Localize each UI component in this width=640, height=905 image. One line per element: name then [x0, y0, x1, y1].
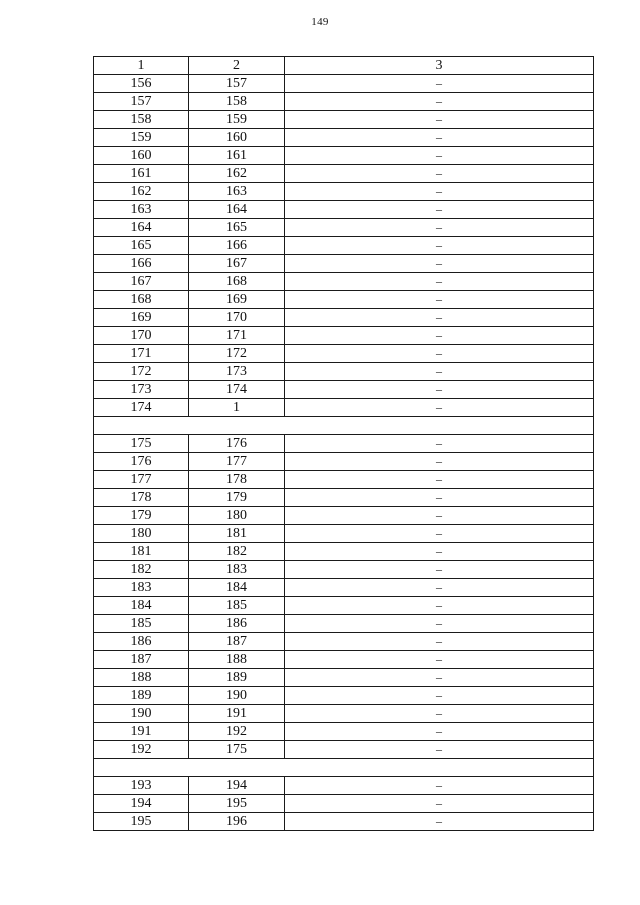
table-cell-col-2: 185: [189, 597, 285, 615]
table-cell-col-1: 160: [94, 147, 189, 165]
table-row: [94, 705, 594, 723]
table-cell-col-2: 174: [189, 381, 285, 399]
group-separator-row: [94, 759, 594, 777]
table-cell-col-1: 185: [94, 615, 189, 633]
table-row: [94, 291, 594, 309]
table-row: [94, 777, 594, 795]
group-separator-cell: [94, 759, 594, 777]
table-cell-col-2: 175: [189, 741, 285, 759]
table-cell-col-2: 179: [189, 489, 285, 507]
table-row: [94, 147, 594, 165]
table-cell-col-1: 164: [94, 219, 189, 237]
table-cell-col-2: 186: [189, 615, 285, 633]
table-cell-col-3: –: [285, 165, 594, 183]
table-cell-col-2: 158: [189, 93, 285, 111]
column-header-2: 2: [189, 57, 285, 75]
table-row: [94, 111, 594, 129]
table-row: [94, 525, 594, 543]
table-cell-col-3: –: [285, 201, 594, 219]
table-row: [94, 183, 594, 201]
table-cell-col-3: –: [285, 435, 594, 453]
table-cell-col-3: –: [285, 309, 594, 327]
table-row: [94, 201, 594, 219]
table-cell-col-1: 177: [94, 471, 189, 489]
table-cell-col-1: 172: [94, 363, 189, 381]
table-row: [94, 345, 594, 363]
table-cell-col-1: 195: [94, 813, 189, 831]
table-cell-col-1: 190: [94, 705, 189, 723]
table-cell-col-1: 192: [94, 741, 189, 759]
group-separator-cell: [94, 417, 594, 435]
table-cell-col-1: 167: [94, 273, 189, 291]
table-cell-col-3: –: [285, 381, 594, 399]
table-cell-col-2: 177: [189, 453, 285, 471]
table-row: [94, 129, 594, 147]
table-cell-col-1: 165: [94, 237, 189, 255]
table-row: [94, 237, 594, 255]
table-cell-col-2: 169: [189, 291, 285, 309]
table-cell-col-3: –: [285, 327, 594, 345]
table-cell-col-1: 189: [94, 687, 189, 705]
table-cell-col-2: 188: [189, 651, 285, 669]
table-cell-col-3: –: [285, 651, 594, 669]
table-cell-col-2: 160: [189, 129, 285, 147]
table-row: [94, 633, 594, 651]
table-cell-col-3: –: [285, 489, 594, 507]
table-cell-col-3: –: [285, 255, 594, 273]
table-row: [94, 741, 594, 759]
table-row: [94, 75, 594, 93]
table-cell-col-1: 187: [94, 651, 189, 669]
table-cell-col-2: 196: [189, 813, 285, 831]
table-cell-col-2: 173: [189, 363, 285, 381]
table-cell-col-3: –: [285, 597, 594, 615]
table-cell-col-1: 162: [94, 183, 189, 201]
table-cell-col-2: 168: [189, 273, 285, 291]
table-cell-col-2: 159: [189, 111, 285, 129]
table-cell-col-1: 188: [94, 669, 189, 687]
table-row: [94, 561, 594, 579]
table-row: [94, 543, 594, 561]
table-cell-col-1: 183: [94, 579, 189, 597]
table-cell-col-3: –: [285, 741, 594, 759]
table-row: [94, 273, 594, 291]
table-cell-col-2: 178: [189, 471, 285, 489]
table-row: [94, 687, 594, 705]
table-cell-col-3: –: [285, 507, 594, 525]
table-cell-col-1: 176: [94, 453, 189, 471]
table-row: [94, 489, 594, 507]
table-cell-col-2: 176: [189, 435, 285, 453]
table-row: [94, 435, 594, 453]
table-row: [94, 471, 594, 489]
table-row: [94, 219, 594, 237]
table-cell-col-2: 166: [189, 237, 285, 255]
table-cell-col-1: 175: [94, 435, 189, 453]
table-cell-col-1: 163: [94, 201, 189, 219]
table-cell-col-1: 158: [94, 111, 189, 129]
table-cell-col-3: –: [285, 687, 594, 705]
table-cell-col-1: 181: [94, 543, 189, 561]
table-cell-col-3: –: [285, 579, 594, 597]
table-cell-col-3: –: [285, 561, 594, 579]
table-cell-col-2: 187: [189, 633, 285, 651]
table-header-row: [94, 57, 594, 75]
table-cell-col-2: 171: [189, 327, 285, 345]
table-cell-col-1: 186: [94, 633, 189, 651]
table-cell-col-2: 164: [189, 201, 285, 219]
table-row: [94, 93, 594, 111]
column-header-3: 3: [285, 57, 594, 75]
table-cell-col-2: 190: [189, 687, 285, 705]
table-cell-col-3: –: [285, 111, 594, 129]
table-cell-col-1: 179: [94, 507, 189, 525]
table-row: [94, 309, 594, 327]
table-cell-col-2: 192: [189, 723, 285, 741]
table-cell-col-1: 182: [94, 561, 189, 579]
table-cell-col-3: –: [285, 795, 594, 813]
table-cell-col-2: 165: [189, 219, 285, 237]
table-cell-col-3: –: [285, 75, 594, 93]
table-cell-col-1: 194: [94, 795, 189, 813]
table-cell-col-2: 191: [189, 705, 285, 723]
table-cell-col-3: –: [285, 273, 594, 291]
table-cell-col-3: –: [285, 237, 594, 255]
table-cell-col-2: 163: [189, 183, 285, 201]
table-cell-col-3: –: [285, 183, 594, 201]
table-cell-col-3: –: [285, 777, 594, 795]
table-cell-col-1: 159: [94, 129, 189, 147]
table-cell-col-2: 167: [189, 255, 285, 273]
table-row: [94, 651, 594, 669]
table-cell-col-1: 184: [94, 597, 189, 615]
table-cell-col-1: 191: [94, 723, 189, 741]
table-row: [94, 453, 594, 471]
table-cell-col-3: –: [285, 345, 594, 363]
table-cell-col-3: –: [285, 525, 594, 543]
table-row: [94, 399, 594, 417]
table-row: [94, 327, 594, 345]
table-cell-col-1: 161: [94, 165, 189, 183]
table-cell-col-1: 157: [94, 93, 189, 111]
table-cell-col-2: 162: [189, 165, 285, 183]
table-cell-col-1: 166: [94, 255, 189, 273]
table-cell-col-2: 161: [189, 147, 285, 165]
table-cell-col-1: 170: [94, 327, 189, 345]
table-cell-col-3: –: [285, 543, 594, 561]
table-cell-col-2: 195: [189, 795, 285, 813]
table-cell-col-1: 180: [94, 525, 189, 543]
table-cell-col-3: –: [285, 615, 594, 633]
table-cell-col-2: 180: [189, 507, 285, 525]
table-cell-col-1: 168: [94, 291, 189, 309]
table-row: [94, 165, 594, 183]
table-row: [94, 813, 594, 831]
table-cell-col-2: 194: [189, 777, 285, 795]
table-cell-col-2: 183: [189, 561, 285, 579]
table-cell-col-3: –: [285, 705, 594, 723]
table-cell-col-3: –: [285, 363, 594, 381]
table-cell-col-3: –: [285, 453, 594, 471]
table-cell-col-3: –: [285, 219, 594, 237]
table-row: [94, 363, 594, 381]
table-cell-col-1: 173: [94, 381, 189, 399]
table-body: [94, 75, 594, 831]
table-cell-col-1: 178: [94, 489, 189, 507]
table-cell-col-3: –: [285, 147, 594, 165]
table-cell-col-3: –: [285, 813, 594, 831]
table-row: [94, 507, 594, 525]
table-cell-col-2: 181: [189, 525, 285, 543]
table-cell-col-2: 157: [189, 75, 285, 93]
table-cell-col-3: –: [285, 723, 594, 741]
table-cell-col-3: –: [285, 129, 594, 147]
group-separator-row: [94, 417, 594, 435]
table-cell-col-1: 171: [94, 345, 189, 363]
table-cell-col-2: 172: [189, 345, 285, 363]
data-table: [93, 56, 594, 831]
table-cell-col-2: 189: [189, 669, 285, 687]
table-cell-col-1: 156: [94, 75, 189, 93]
table-row: [94, 669, 594, 687]
data-table-container: [93, 56, 593, 831]
table-cell-col-3: –: [285, 291, 594, 309]
table-cell-col-2: 184: [189, 579, 285, 597]
table-row: [94, 579, 594, 597]
column-header-1: 1: [94, 57, 189, 75]
table-cell-col-3: –: [285, 669, 594, 687]
table-cell-col-1: 169: [94, 309, 189, 327]
table-row: [94, 615, 594, 633]
table-cell-col-1: 193: [94, 777, 189, 795]
table-cell-col-2: 182: [189, 543, 285, 561]
table-cell-col-3: –: [285, 93, 594, 111]
table-row: [94, 597, 594, 615]
table-cell-col-2: 1: [189, 399, 285, 417]
table-row: [94, 723, 594, 741]
table-cell-col-3: –: [285, 399, 594, 417]
table-cell-col-3: –: [285, 633, 594, 651]
table-cell-col-2: 170: [189, 309, 285, 327]
table-row: [94, 795, 594, 813]
page-number: 149: [311, 16, 329, 28]
table-cell-col-3: –: [285, 471, 594, 489]
table-row: [94, 255, 594, 273]
table-row: [94, 381, 594, 399]
table-cell-col-1: 174: [94, 399, 189, 417]
